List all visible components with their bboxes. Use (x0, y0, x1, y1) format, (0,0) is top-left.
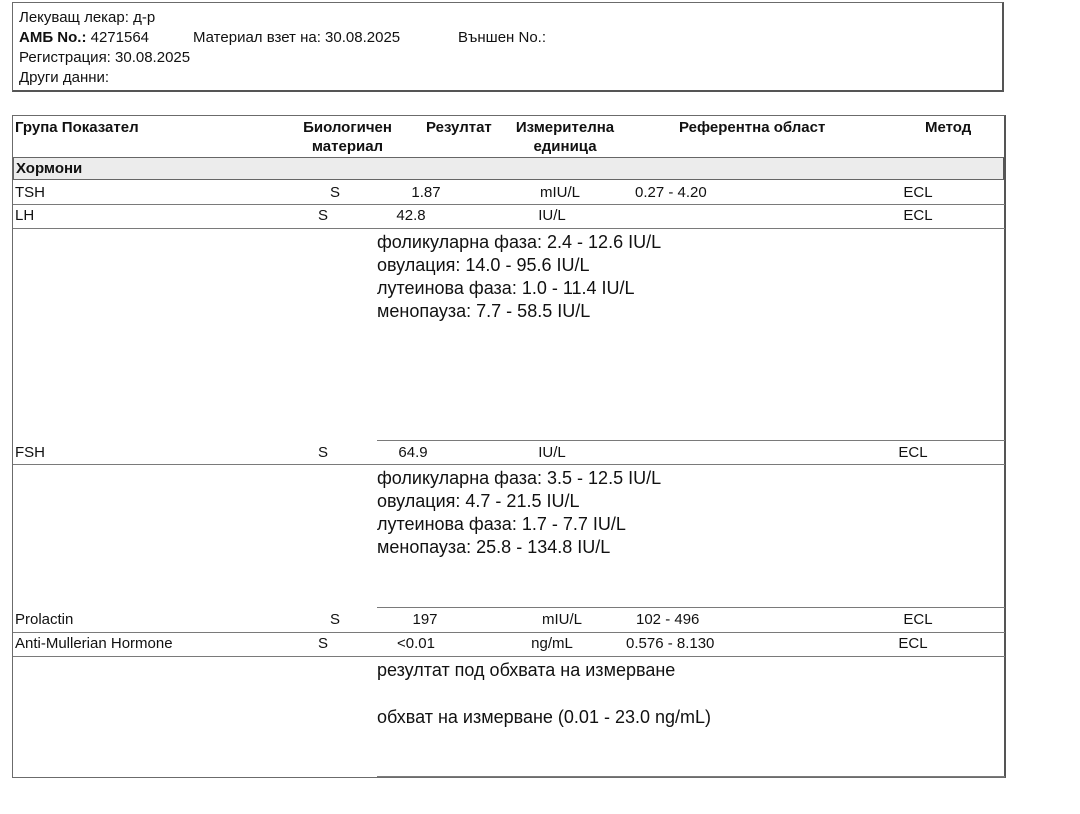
col-header-unit-line2: единица (533, 138, 597, 155)
col-header-unit (506, 118, 624, 156)
row-prolactin-method: ECL (903, 611, 933, 628)
amb-label: АМБ No.: (19, 29, 87, 46)
row-tsh-material: S (329, 184, 340, 201)
row-amh-reference: 0.576 - 8.130 (626, 635, 715, 652)
row-tsh-method: ECL (903, 184, 933, 201)
fsh-note-follicular: фоликуларна фаза: 3.5 - 12.5 IU/L (377, 468, 662, 488)
row-separator (13, 228, 1005, 229)
row-tsh-unit: mIU/L (539, 184, 580, 201)
row-amh-unit: ng/mL (531, 635, 573, 652)
row-prolactin-result: 197 (412, 611, 438, 628)
row-amh-name: Anti-Mullerian Hormone (15, 635, 173, 652)
row-separator (13, 204, 1005, 205)
row-lh-method: ECL (903, 207, 933, 224)
lh-note-ovulation: овулация: 14.0 - 95.6 IU/L (377, 255, 590, 275)
lh-note-menopause: менопауза: 7.7 - 58.5 IU/L (377, 301, 591, 321)
fsh-note-luteal: лутеинова фаза: 1.7 - 7.7 IU/L (377, 514, 626, 534)
amb-number: 4271564 (90, 29, 150, 46)
external-number: Външен No.: (458, 29, 547, 46)
row-prolactin-unit: mIU/L (541, 611, 582, 628)
row-tsh-result: 1.87 (411, 184, 441, 201)
row-fsh-method: ECL (898, 444, 928, 461)
row-prolactin-name: Prolactin (15, 611, 74, 628)
fsh-note-ovulation: овулация: 4.7 - 21.5 IU/L (377, 491, 580, 511)
row-separator (377, 440, 1005, 441)
lh-note-follicular: фоликуларна фаза: 2.4 - 12.6 IU/L (377, 232, 662, 252)
row-amh-result: <0.01 (397, 635, 435, 652)
col-header-biomaterial-line2: материал (311, 138, 384, 155)
col-header-method: Метод (925, 119, 972, 136)
row-amh-method: ECL (898, 635, 928, 652)
row-separator (13, 656, 1005, 657)
col-header-biomaterial (290, 118, 405, 156)
row-separator (13, 464, 1005, 465)
row-tsh-reference: 0.27 - 4.20 (635, 184, 707, 201)
amh-note-measurement-range: обхват на измерване (0.01 - 23.0 ng/mL) (377, 707, 712, 727)
lh-reference-notes (377, 231, 661, 323)
group-row (13, 157, 1005, 180)
material-taken-date: Материал взет на: 30.08.2025 (193, 29, 401, 46)
amh-note-below-range: резултат под обхвата на измерване (377, 660, 676, 680)
row-lh-result: 42.8 (396, 207, 426, 224)
amh-notes-range (377, 706, 711, 729)
amb-line (19, 28, 149, 48)
lh-note-luteal: лутеинова фаза: 1.0 - 11.4 IU/L (377, 278, 635, 298)
group-title: Хормони (16, 160, 83, 177)
col-header-biomaterial-line1: Биологичен (303, 119, 392, 136)
row-prolactin-material: S (329, 611, 340, 628)
row-prolactin-reference: 102 - 496 (636, 611, 700, 628)
col-header-result: Резултат (426, 119, 492, 136)
amh-notes (377, 659, 675, 682)
fsh-reference-notes (377, 467, 661, 559)
row-fsh-unit: IU/L (538, 444, 566, 461)
row-separator (377, 776, 1005, 777)
doctor-line: Лекуващ лекар: д-р (19, 9, 156, 26)
col-header-reference: Референтна област (679, 119, 826, 136)
row-tsh-name: TSH (15, 184, 45, 201)
row-separator (13, 632, 1005, 633)
row-lh-material: S (317, 207, 328, 224)
row-lh-name: LH (15, 207, 35, 224)
row-amh-material: S (317, 635, 328, 652)
row-fsh-material: S (317, 444, 328, 461)
other-data: Други данни: (19, 69, 110, 86)
row-separator (377, 607, 1005, 608)
col-header-group: Група Показател (15, 119, 139, 136)
row-lh-unit: IU/L (538, 207, 566, 224)
fsh-note-menopause: менопауза: 25.8 - 134.8 IU/L (377, 537, 611, 557)
row-fsh-name: FSH (15, 444, 45, 461)
row-fsh-result: 64.9 (398, 444, 428, 461)
col-header-unit-line1: Измерителна (515, 119, 615, 136)
registration-date: Регистрация: 30.08.2025 (19, 49, 191, 66)
